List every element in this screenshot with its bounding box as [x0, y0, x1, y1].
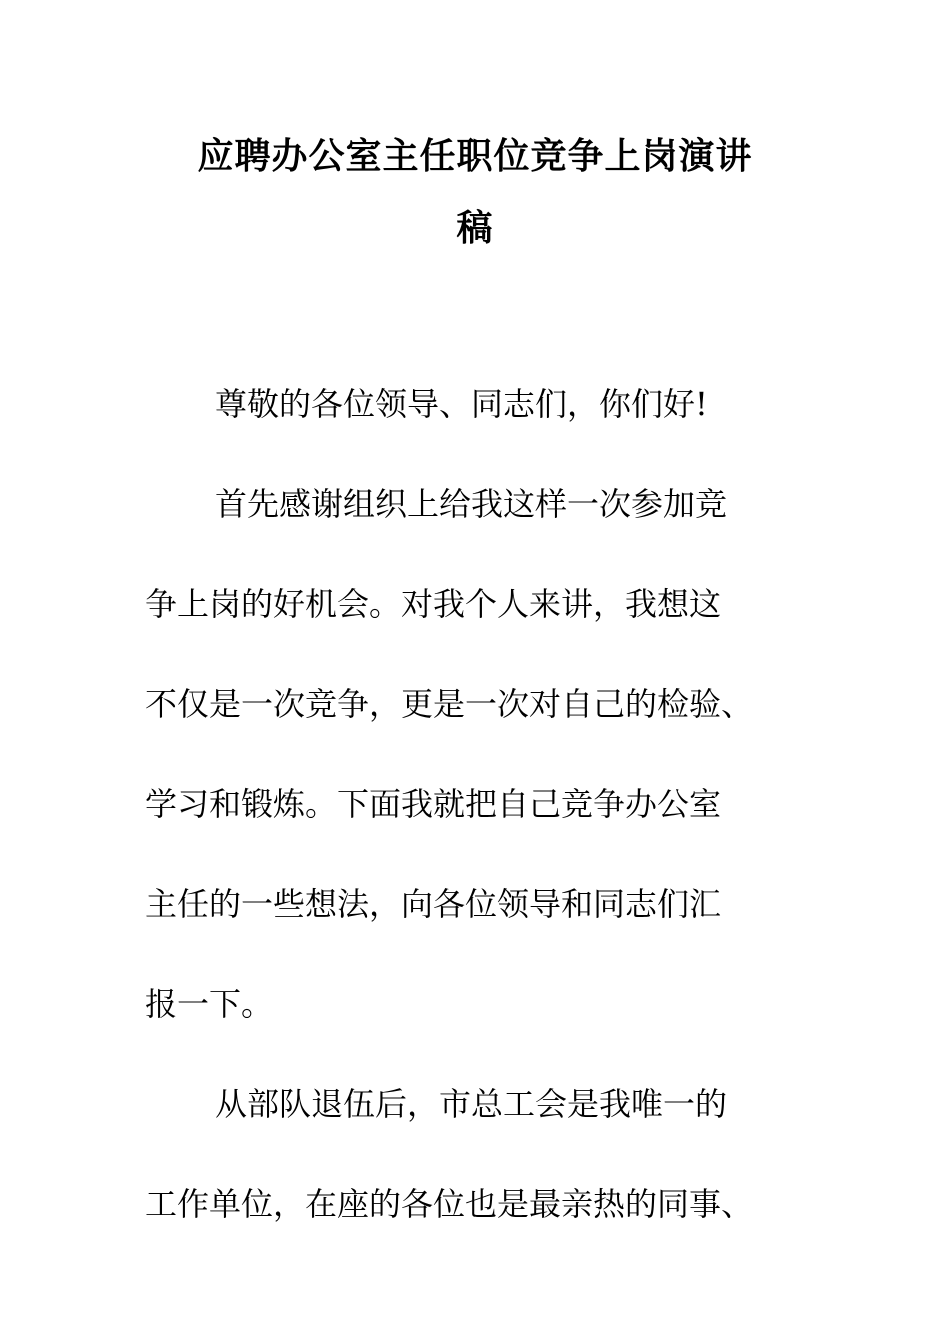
document-title	[145, 120, 805, 264]
body-line-6: 主任的一些想法，向各位领导和同志们汇	[145, 885, 722, 923]
body-line-5: 学习和锻炼。下面我就把自己竞争办公室	[145, 785, 722, 823]
body-line-9: 工作单位，在座的各位也是最亲热的同事、	[145, 1185, 754, 1223]
title-line-2: 稿	[456, 207, 494, 249]
title-line-1: 应聘办公室主任职位竞争上岗演讲	[197, 135, 753, 177]
body-line-4: 不仅是一次竞争，更是一次对自己的检验、	[145, 685, 754, 723]
body-line-7: 报一下。	[145, 985, 274, 1023]
document-body	[145, 354, 825, 1254]
body-line-3: 争上岗的好机会。对我个人来讲，我想这	[145, 585, 722, 623]
body-line-1: 尊敬的各位领导、同志们，你们好!	[215, 385, 708, 423]
body-line-2: 首先感谢组织上给我这样一次参加竞	[215, 485, 728, 523]
body-line-8: 从部队退伍后，市总工会是我唯一的	[215, 1085, 728, 1123]
